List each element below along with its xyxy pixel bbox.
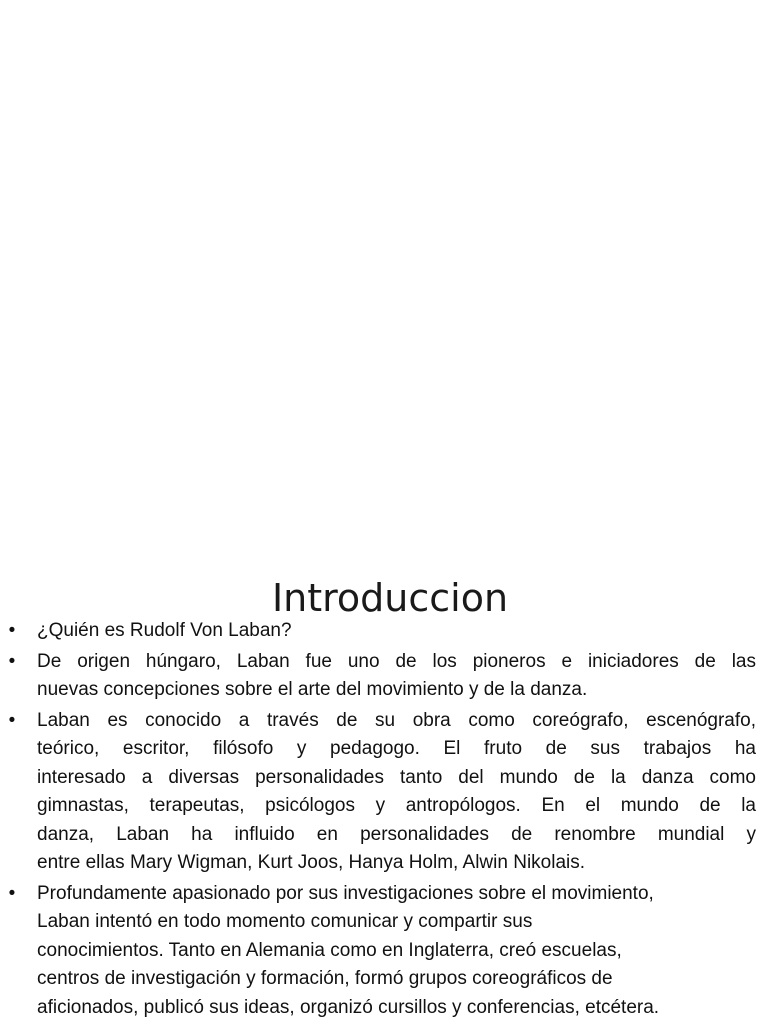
bullet-dot-icon: • — [8, 650, 16, 672]
bullet-line: aficionados, publicó sus ideas, organizó cursillos y conferencias, etcétera. — [37, 996, 660, 1018]
bullet-line: teórico, escritor, filósofo y pedagogo. El fruto de sus trabajos ha — [37, 738, 756, 759]
bullet-line: Laban es conocido a través de su obra como coreógrafo, escenógrafo, — [37, 709, 756, 731]
bullet-line: De origen húngaro, Laban fue uno de los pioneros e iniciadores de las — [37, 650, 756, 672]
bullet-item — [4, 617, 756, 646]
bullet-line: conocimientos. Tanto en Alemania como en Inglaterra, creó escuelas, — [37, 939, 622, 961]
bullet-line: interesado a diversas personalidades tanto del mundo de la danza como — [37, 766, 756, 788]
bullet-line: Laban intentó en todo momento comunicar y compartir sus — [37, 911, 533, 932]
bullet-line: danza, Laban ha influido en personalidades de renombre mundial y — [37, 823, 756, 845]
bullet-line: centros de investigación y formación, formó grupos coreográficos de — [37, 968, 613, 989]
bullet-line: gimnastas, terapeutas, psicólogos y antropólogos. En el mundo de la — [37, 795, 756, 816]
slide-title: Introduccion — [271, 576, 509, 620]
bullet-dot-icon: • — [8, 620, 16, 641]
bullet-line: ¿Quién es Rudolf Von Laban? — [37, 620, 292, 641]
bullet-dot-icon: • — [8, 882, 16, 904]
bullet-line: entre ellas Mary Wigman, Kurt Joos, Hanya Holm, Alwin Nikolais. — [37, 852, 586, 873]
bullet-list — [4, 617, 756, 1024]
bullet-item — [4, 648, 756, 705]
bullet-item — [4, 707, 756, 878]
bullet-item — [4, 880, 756, 1023]
bullet-line: Profundamente apasionado por sus investigaciones sobre el movimiento, — [37, 882, 654, 904]
bullet-dot-icon: • — [8, 709, 16, 731]
bullet-line: nuevas concepciones sobre el arte del movimiento y de la danza. — [37, 679, 588, 700]
